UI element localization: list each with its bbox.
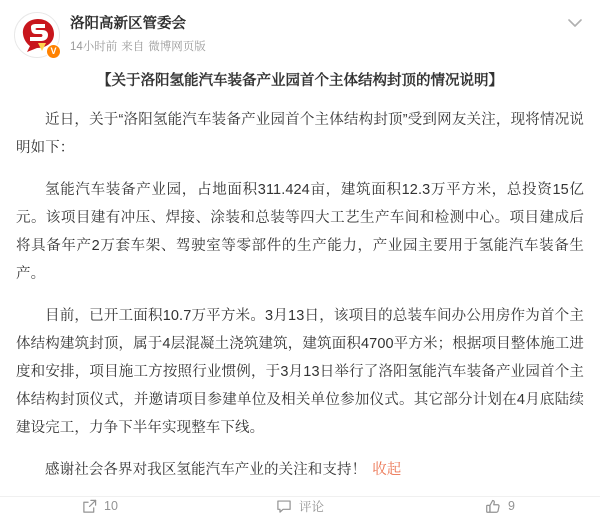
comment-icon [276, 499, 292, 514]
author-name[interactable]: 洛阳高新区管委会 [70, 16, 186, 32]
post-paragraph: 氢能汽车装备产业园，占地面积311.424亩，建筑面积12.3万平方米，总投资15亿元。该项目建有冲压、焊接、涂装和总装等四大工艺生产车间和检测中心。项目建成后将具备年产2万套车架、驾驶室等零部件的生产能力，产业园主要用于氢能汽车装备生产。 [16, 182, 584, 282]
share-count: 10 [104, 499, 118, 513]
comment-label: 评论 [298, 500, 324, 514]
verified-badge-icon: V [46, 44, 61, 59]
source-name[interactable]: 微博网页版 [148, 41, 206, 53]
source-prefix: 来自 [121, 41, 145, 53]
like-count: 9 [508, 499, 515, 513]
post-paragraph-last [16, 456, 584, 484]
post-title: 【关于洛阳氢能汽车装备产业园首个主体结构封顶的情况说明】 [97, 73, 503, 89]
share-button[interactable] [0, 497, 200, 515]
post-footer [0, 496, 600, 515]
share-icon [82, 499, 97, 514]
post-paragraph: 近日，关于“洛阳氢能汽车装备产业园首个主体结构封顶”受到网友关注，现将情况说明如下： [16, 112, 584, 156]
post-body [0, 62, 600, 490]
post-time[interactable]: 14小时前 [70, 41, 118, 53]
like-button[interactable] [400, 497, 600, 515]
post-header [0, 0, 600, 62]
header-text [70, 12, 206, 55]
post-paragraph: 目前，已开工面积10.7万平方米。3月13日，该项目的总装车间办公用房作为首个主体结构建筑封顶，属于4层混凝土浇筑建筑，建筑面积4700平方米；根据项目整体施工进度和安排，项目施工方按照行业惯例，于3月13日举行了洛阳氢能汽车装备产业园首个主体结构封顶仪式，并邀请项目参建单位及相关单位参加仪式。其它部分计划在4月底陆续建设完工，力争下半年实现整车下线。 [16, 308, 584, 436]
collapse-link[interactable]: 收起 [372, 462, 402, 478]
comment-button[interactable] [200, 497, 400, 515]
thumbs-up-icon [485, 499, 501, 514]
post-meta [70, 39, 206, 55]
post-paragraph-text: 感谢社会各界对我区氢能汽车产业的关注和支持！ [45, 462, 367, 478]
chevron-down-icon[interactable] [564, 12, 586, 34]
avatar[interactable] [14, 12, 60, 58]
